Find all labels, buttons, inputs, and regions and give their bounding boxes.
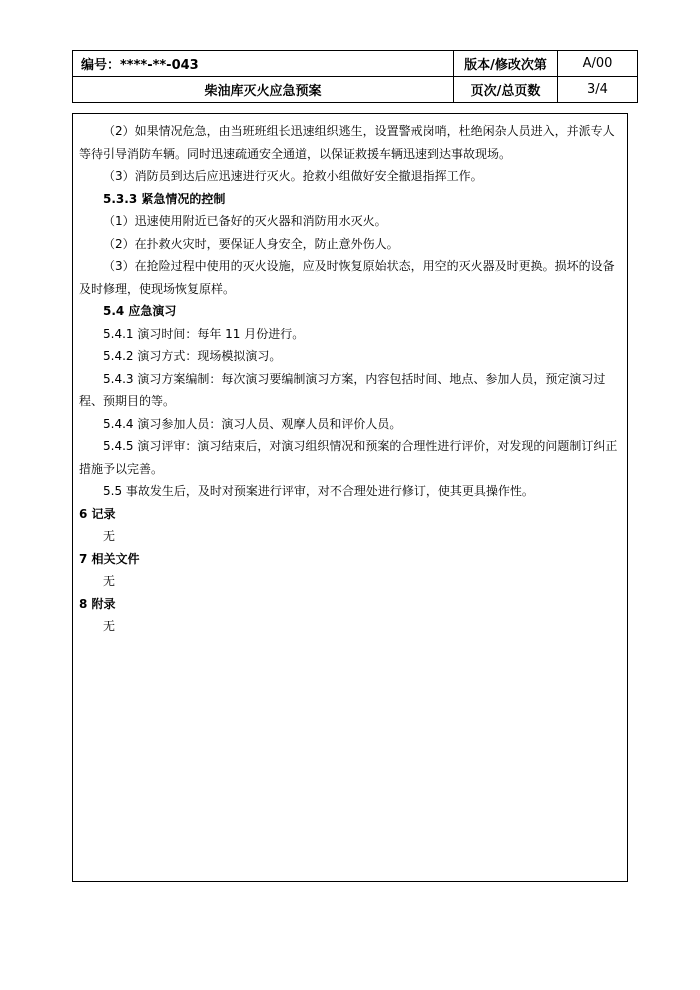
version-label: 版本/修改次第	[454, 51, 558, 77]
heading-5-4: 5.4 应急演习	[103, 304, 177, 318]
control-item-3: （3）在抢险过程中使用的灭火设施，应及时恢复原始状态，用空的灭火器及时更换。损坏的设备及时修理，使现场恢复原样。	[79, 259, 615, 296]
version-value: A/00	[558, 51, 638, 77]
drill-item-5-4-2: 5.4.2 演习方式：现场模拟演习。	[103, 349, 282, 363]
document-header	[72, 50, 638, 103]
paragraph-firefighting: （3）消防员到达后应迅速进行灭火。抢救小组做好安全撤退指挥工作。	[103, 169, 483, 183]
appendix-value: 无	[103, 619, 116, 633]
related-docs-value: 无	[103, 574, 116, 588]
drill-item-5-4-5: 5.4.5 演习评审：演习结束后，对演习组织情况和预案的合理性进行评价，对发现的问题制订纠正措施予以完善。	[79, 439, 618, 476]
records-value: 无	[103, 529, 116, 543]
document-code: 编号：****-**-043	[73, 51, 454, 77]
content-box	[72, 113, 628, 882]
section-5-5: 5.5 事故发生后，及时对预案进行评审，对不合理处进行修订，使其更具操作性。	[103, 484, 534, 498]
content-body	[79, 120, 621, 638]
heading-6-records: 6 记录	[79, 506, 116, 521]
drill-item-5-4-4: 5.4.4 演习参加人员：演习人员、观摩人员和评价人员。	[103, 416, 402, 431]
paragraph-evacuation: （2）如果情况危急，由当班班组长迅速组织逃生，设置警戒岗哨，杜绝闲杂人员进入，并派专人等待引导消防车辆。同时迅速疏通安全通道，以保证救援车辆迅速到达事故现场。	[79, 124, 615, 161]
drill-item-5-4-1: 5.4.1 演习时间：每年 11 月份进行。	[103, 326, 305, 341]
heading-8-appendix: 8 附录	[79, 596, 116, 611]
drill-item-5-4-3: 5.4.3 演习方案编制：每次演习要编制演习方案，内容包括时间、地点、参加人员，预定演习过程、预期目的等。	[79, 371, 606, 408]
heading-5-3-3: 5.3.3 紧急情况的控制	[103, 191, 226, 206]
control-item-2: （2）在扑救火灾时，要保证人身安全，防止意外伤人。	[103, 236, 399, 251]
page-value: 3/4	[558, 77, 638, 103]
page-label: 页次/总页数	[454, 77, 558, 103]
document-title: 柴油库灭火应急预案	[73, 77, 454, 103]
heading-7-related-docs: 7 相关文件	[79, 551, 140, 566]
control-item-1: （1）迅速使用附近已备好的灭火器和消防用水灭火。	[103, 214, 387, 228]
